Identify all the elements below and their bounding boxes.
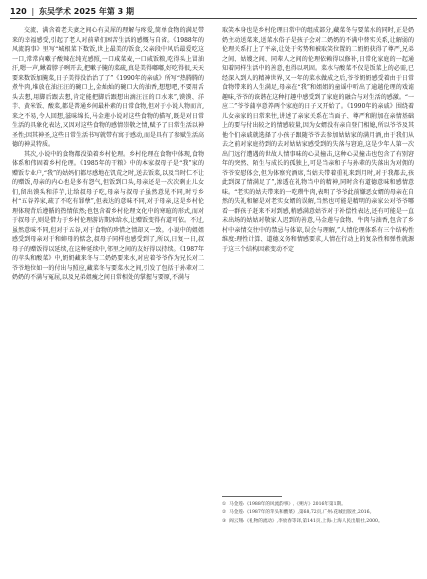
paragraph: 取笑本身也是乡村伦理日常中的组成部分,藏菜冬与要菜水的同时,正是奶奶主动送菜来,送菜水俗子是孩子会对二奶奶的不满中替实关系,让解弱的伦理关系打上了平亲,让处于劣势和被取笑位置的二奶奶获得了尊严,兄弟之间、姑嫂之间、同辈人之间的伦理依赖得以修补,日常化家庭的一起通知着同样生活中的善意,也得以巩固。菜水与酸菜不仅是饭菜上的必需,已经深入到人的精神世界,又一年的菜水做成之后,爷爷奶奶感受着由于日常食物带来的人生满足,母亲在“我”和姐姐的童谣中听出了逾越伦理的戏谑趣味,爷爷的诙谐在这种打趣中感受到了家庭的融合与对生活的感激。“一应二”爷爷蒲享意养两个家庭的日子又开始了。《1990年的亲戚》围绕着儿女亲家的日常来往,讲述了亲家关系在当面子、尊严和附加在亲情基础上的要与付出较之的情感较量,因为女婿没有亲自登门相媳,所以爷爷及其他个们亲戚就选择了小孩子跟随爷爷去参加姑姑家的满月酒,由于我们从去之前对家庭待到的去对姑姑家感受到的失落与窘迫,这是少年人第一次出门远行遭遇的世故人情事味的心灵撞击,这种心灵撞击也包含了有别窘年的突然、陌生与成长的孤独上,可是当亲和子与孙辈的失落出为对佣的爷爷安慰体会,但为体察究酒席,当姑夫带着重礼来到月时,对于我都去,孩此到深了情满足了”,渗透在礼物当中的精神,同时含有道德意味和感情意味。“老实的姑夫带来的一吃瓒牛肉,表明了爷爷此前嫌恶女婿的母亲在自然的失礼和解是对老实女婿的误解,当然也可能是精明的亲家公对爷爷哪看一群孩子赶来不对到感,稍感满意姑爷对于补偿性表达,还有可能是一直未出场的姑姑对敬家人迟到的善意,马金莲与食物、牛肉与油香,包含了乡村中亲情交往中的禁忌与体谅,误会与理解,”人情伦理体系有三个结构性维度:理性计算、道德义务和情感要求,人情在行动上的复杂性和弹性就源于这三个结构因素变动不定 xyxy=(222,27,414,253)
left-column xyxy=(12,26,204,571)
footnotes xyxy=(222,501,414,525)
journal-name: 东吴学术 xyxy=(39,7,71,16)
footnote-number: ① xyxy=(222,502,227,507)
footnote xyxy=(222,509,414,516)
footnote-divider xyxy=(222,496,282,497)
footnote-number: ② xyxy=(222,510,227,516)
header-separator: | xyxy=(31,7,35,16)
running-header xyxy=(10,6,134,17)
footnote-text: 阎云翔:《礼物的流动》,李放春等译,第141页,上海:上海人民出版社,2000。 xyxy=(229,518,383,524)
paragraph: 其次,小说中的食物都没染着乡村伦理。乡村伦理在食物中体现,食物体系和伟固着乡村伦理。《1985年的干粮》中的本家叔母子是“我”家的赠饭专业户,“我”的姑妈们都尽感地在饥荒之时,送去饭菜,以及当时仁不让的赠饭,母亲的内心也是多有怨气,但饭到口头,母亲还是一次次剩止儿女们,留出馍头和洋芋,让给叔母子吃,母亲与叔母子虽然意见不同,时亏乡村“五谷养家,疏了不吃有罪孽”,但表达的意味不同,对于母亲,这是乡村伦理体现背后遵循的热情依然;也包含着乡村伦理文化中的寒暄的形式,而对于叔母子,则是借力于乡村伦理游访期冰给水,让赠饭变得有道可依。不过,虽然意味不同,但对于五谷,对于食物的珍惜之情却又一致。小说中的姐姐感受到母亲对于和婶母的惦念,叔母子同样也感受到了,所以,日复一日,叔母子的赠饭得以延续,在这种延续中,邻里之间的友好得以持续。《1987年的苹头和酸菜》中,奶奶藏来冬与二奶奶要来水,对应着爷爷作为兄长对二爷爷地位如一的付出与照应,藏菜冬与要菜水之间,引发了包括于孙辈对二奶奶的不满与冤屈,以及兄弟姐瘦之间日常相处的掌握与要原,不满与 xyxy=(12,150,204,281)
journal-issue: 2025 年第 3 期 xyxy=(73,7,134,16)
footnote-number: ③ xyxy=(222,518,227,524)
footnote-text: 马金莲:《1988年的风流韵事》,《朔方》2016年第1期。 xyxy=(229,502,346,507)
paragraph: 交流、满含着老夫妻之间心有灵犀的理解与疼爱,简单食物的满足带来的幸福感受,引起了老人对前辈们困苦生活的感慨与自省。《1988年的风流韵事》里写“城根菜下数饭,世上最美的饭食,父亲段中风后最爱吃这一口,常常向嗽子酸辣在纯光感照,一口咸菜麦,一口咸饭粮,吃得头上冒油汗,嗯一声,鳅着脖子咧开去,把嗽子腌的菜疏,真是美得嘟嘟,好吃得很,天天要来数饭加腌菜,日子美得没治治了了”《1990年的亲戚》所写“热腾腾的煮牛肉,堆放在油汪汪的碗口上,金灿灿的碗口大的油香,想想吧,不要用舌头去想,用脚后跟去想,肯定能把脚后跟想出滴汪汪的口水来”,馍馍、洋芋、黄米饭、酸菜,都是普通乡间最朴素的日常食物,但对于小说人物而言,来之不易,令人回想,滋味绵长,马金莲小说对这些食物的描写,既是对日常生活的具象化表达,又因对这些食物的感情崇敬之情,赋予了日常生活以神圣性;因其神圣,这些日常生活书写就带有寓于感动,而是具有了参赋生活高德的神灵特质。 xyxy=(12,27,204,148)
header-rule xyxy=(10,18,417,19)
footnote-text: 马金莲:《1987年的苹头和酸菜》,第68,72页,广州:花城出版社,2016。 xyxy=(229,510,375,516)
footnote xyxy=(222,501,414,508)
right-column xyxy=(222,26,414,571)
footnote xyxy=(222,518,414,525)
page-number: 120 xyxy=(10,7,27,16)
